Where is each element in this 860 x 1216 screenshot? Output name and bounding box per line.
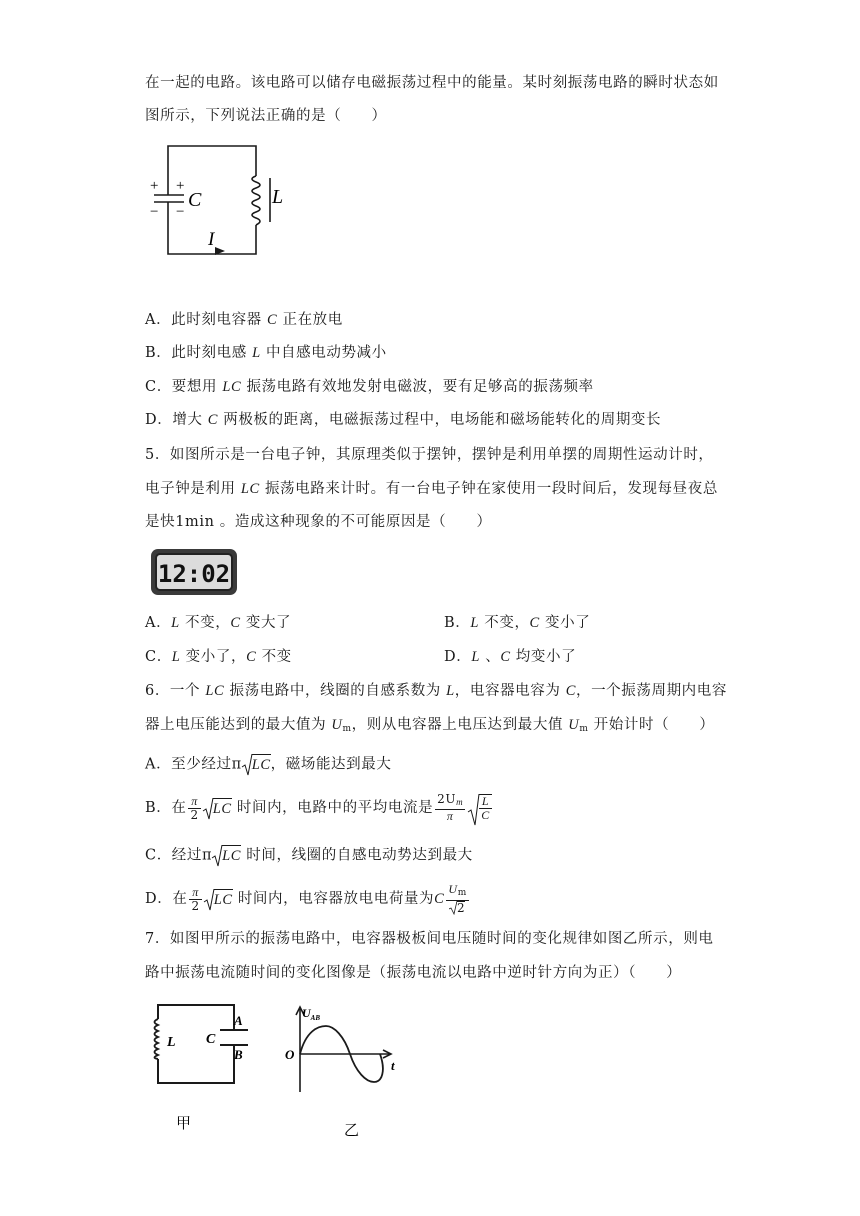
q4-option-d: D．增大 C 两极板的距离，电磁振荡过程中，电场能和磁场能转化的周期变长 bbox=[145, 412, 662, 428]
jia-caption: 甲 bbox=[176, 1116, 192, 1132]
q5-option-b: B．L 不变，C 变小了 bbox=[444, 615, 591, 631]
q5-stem-line2: 电子钟是利用 LC 振荡电路来计时。有一台电子钟在家使用一段时间后，发现每昼夜总 bbox=[145, 481, 718, 497]
current-label: I bbox=[208, 229, 215, 250]
q6-option-b: B．在 $\frac{\pi}{2}$ LC 时间内，电路中的平均电流是 $\frac{2U_m}{\pi}$ $\frac{L}{C}$ bbox=[145, 792, 490, 823]
q5-option-d: D．L 、C 均变小了 bbox=[444, 649, 577, 665]
q6-option-c: C．经过π LC 时间，线圈的自感电动势达到最大 bbox=[145, 845, 473, 866]
capacitor-plus-left: + bbox=[150, 178, 159, 194]
q5-stem-line3: 是快1min 。造成这种现象的不可能原因是（ ） bbox=[145, 514, 492, 530]
clock-display: 12:02 bbox=[157, 560, 231, 588]
capacitor-minus-right: − bbox=[176, 204, 185, 220]
yi-caption: 乙 bbox=[344, 1123, 360, 1139]
q4-option-c: C．要想用 LC 振荡电路有效地发射电磁波，要有足够高的振荡频率 bbox=[145, 379, 594, 395]
figure-yi-voltage-graph bbox=[282, 1003, 412, 1147]
q4-circuit-figure bbox=[140, 138, 300, 267]
q7-stem-line2: 路中振荡电流随时间的变化图像是（振荡电流以电路中逆时针方向为正）（ ） bbox=[145, 965, 682, 981]
q4-option-b: B．此时刻电感 L 中自感电动势减小 bbox=[145, 345, 387, 361]
q6-option-d: D．在 $\frac{\pi}{2}$ LC 时间内，电容器放电电荷量为C $\frac{U_m}{2}$ bbox=[145, 882, 467, 915]
q5-option-c: C．L 变小了，C 不变 bbox=[145, 649, 292, 665]
jia-inductor-label: L bbox=[167, 1035, 176, 1050]
q4-stem-line2: 图所示，下列说法正确的是（ ） bbox=[145, 108, 387, 124]
q5-option-a: A．L 不变，C 变大了 bbox=[145, 615, 292, 631]
q4-option-a: A．此时刻电容器 C 正在放电 bbox=[145, 312, 343, 328]
jia-plate-a-label: A bbox=[234, 1013, 243, 1028]
yi-t-axis-label: t bbox=[391, 1058, 395, 1073]
capacitor-label: C bbox=[188, 189, 202, 211]
jia-capacitor-label: C bbox=[206, 1032, 216, 1047]
yi-y-axis-label: $U_{AB}$ bbox=[302, 1006, 321, 1022]
yi-origin-label: O bbox=[285, 1047, 295, 1062]
inductor-label: L bbox=[272, 186, 284, 208]
q4-stem-line1: 在一起的电路。该电路可以储存电磁振荡过程中的能量。某时刻振荡电路的瞬时状态如 bbox=[145, 75, 719, 91]
q7-stem-line1: 7．如图甲所示的振荡电路中，电容器极板间电压随时间的变化规律如图乙所示，则电 bbox=[145, 931, 714, 947]
digital-clock-figure bbox=[150, 548, 238, 600]
q6-stem-line2: 器上电压能达到的最大值为 $U_m$，则从电容器上电压达到最大值 $U_m$ 开始计时（ ） bbox=[145, 717, 715, 734]
figure-jia-circuit bbox=[148, 995, 258, 1144]
q6-option-a: A．至少经过π LC，磁场能达到最大 bbox=[145, 754, 391, 775]
capacitor-plus-right: + bbox=[176, 178, 185, 194]
capacitor-minus-left: − bbox=[150, 204, 159, 220]
q5-stem-line1: 5．如图所示是一台电子钟，其原理类似于摆钟，摆钟是利用单摆的周期性运动计时， bbox=[145, 447, 714, 463]
jia-plate-b-label: B bbox=[234, 1047, 243, 1062]
q6-stem-line1: 6．一个 LC 振荡电路中，线圈的自感系数为 L，电容器电容为 C，一个振荡周期内电容 bbox=[145, 683, 727, 699]
